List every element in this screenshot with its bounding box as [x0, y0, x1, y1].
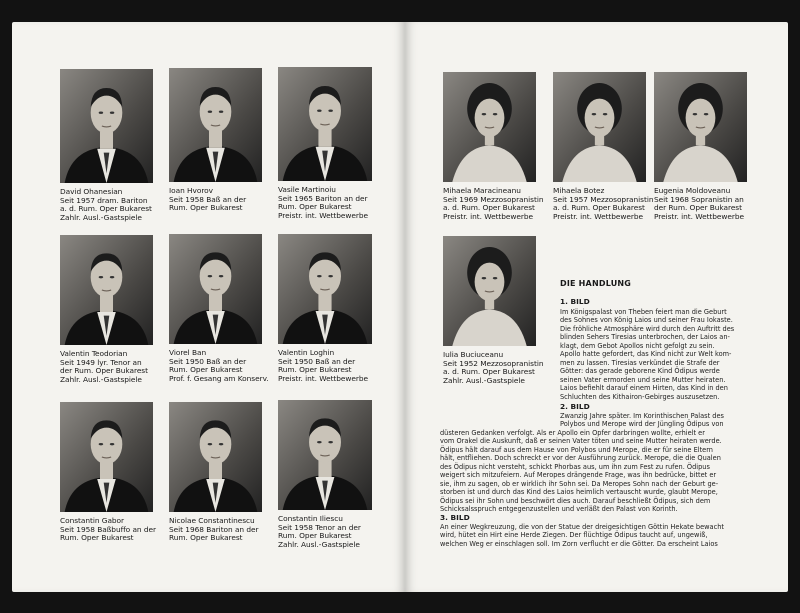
- singer-caption: [278, 186, 368, 220]
- singer-photo: [443, 72, 536, 182]
- singer-bio-line: Rum. Oper Bukarest: [169, 365, 243, 375]
- singer-photo: [169, 68, 262, 182]
- scene-1-text: [560, 308, 734, 401]
- synopsis-line: storben ist und durch das Kind des Laios heimlich vertauscht wurde, glaubt Merope,: [440, 488, 718, 497]
- singer-name: Constantin Gabor: [60, 516, 125, 525]
- singer-bio-line: Preistr. int. Wettbewerbe: [553, 211, 644, 221]
- synopsis-line: welchen Weg er einschlagen soll. Im Zorn verflucht er die Götter. Da erscheint Laios: [440, 539, 718, 548]
- singer-photo: [169, 234, 262, 344]
- synopsis-line: Götter: das gerade geborene Kind Ödipus werde: [560, 367, 720, 376]
- singer-bio-line: Seit 1958 Baßbuffo an der: [60, 524, 156, 534]
- synopsis-line: blinden Sehers Tiresias unterbrochen, der Laios an-: [560, 333, 730, 342]
- singer-name: Mihaela Botez: [553, 186, 605, 195]
- synopsis-line: des Sohnes von König Laios und seiner Frau Iokaste.: [560, 316, 733, 325]
- singer-caption: [169, 187, 246, 213]
- singer-caption: [60, 350, 148, 384]
- singer-bio-line: Seit 1958 Tenor an der: [278, 522, 361, 532]
- singer-name: Iulia Buciuceanu: [443, 350, 504, 359]
- scene-3-text: [440, 523, 724, 548]
- synopsis-line: Schicksalsspruch entgegenzustellen und verläßt den Palast von Korinth.: [440, 505, 678, 514]
- synopsis-line: Ödipus hält darauf aus dem Hause von Polybos und Merope, die er für seine Eltern: [440, 445, 713, 454]
- singer-caption: [443, 351, 543, 385]
- scene-2-text-narrow: [560, 412, 724, 429]
- singer-name: Vasile Martinoiu: [278, 185, 336, 194]
- singer-photo: [169, 402, 262, 512]
- singer-caption: [278, 349, 368, 383]
- singer-caption: [443, 187, 543, 221]
- singer-bio-line: Rum. Oper Bukarest: [60, 533, 134, 543]
- synopsis-line: hält, entfliehen. Doch schreckt er vor der Ausführung zurück. Merope, die die Qualen: [440, 454, 721, 463]
- synopsis-line: weigert sich mitzufeiern. Auf Meropes drängende Frage, was ihn bedrücke, bittet er: [440, 471, 717, 480]
- synopsis-line: klagt, dem Gebot Apollos nicht gefolgt zu sein.: [560, 341, 715, 350]
- singer-bio-line: Rum. Oper Bukarest: [278, 531, 352, 541]
- synopsis-line: Schluchten des Kithairon-Gebirges auszusetzen.: [560, 392, 720, 401]
- singer-name: David Ohanesian: [60, 187, 123, 196]
- singer-name: Nicolae Constantinescu: [169, 516, 255, 525]
- scene-1-title: 1. BILD: [560, 297, 590, 306]
- singer-bio-line: Zahlr. Ausl.-Gastspiele: [278, 539, 360, 549]
- scene-2-text-wide: [440, 429, 722, 514]
- singer-bio-line: Zahlr. Ausl.-Gastspiele: [60, 212, 142, 222]
- singer-bio-line: Seit 1950 Baß an der: [278, 356, 356, 366]
- singer-bio-line: Zahlr. Ausl.-Gastspiele: [443, 375, 525, 385]
- singer-bio-line: Seit 1969 Mezzosopranistin: [443, 194, 544, 204]
- singer-photo: [278, 400, 372, 510]
- synopsis-line: Die fröhliche Atmosphäre wird durch den Auftritt des: [560, 324, 735, 333]
- synopsis-line: Zwanzig Jahre später. Im Korinthischen Palast des: [560, 412, 724, 420]
- synopsis-line: vom Orakel die Auskunft, daß er seinen Vater töten und seine Mutter heiraten werde.: [440, 437, 722, 446]
- singer-bio-line: a. d. Rum. Oper Bukarest: [60, 204, 152, 214]
- singer-caption: [553, 187, 653, 221]
- singer-bio-line: Seit 1965 Bariton an der: [278, 193, 368, 203]
- singer-bio-line: der Rum. Oper Bukarest: [654, 203, 742, 213]
- singer-bio-line: Prof. f. Gesang am Konserv.: [169, 373, 269, 383]
- singer-bio-line: a. d. Rum. Oper Bukarest: [443, 203, 535, 213]
- synopsis-line: Apollo hatte gefordert, das Kind nicht zur Welt kom-: [560, 350, 732, 359]
- synopsis-line: düsteren Gedanken verfolgt. Als er Apollo ein Opfer darbringen wollte, erhielt er: [440, 429, 705, 437]
- synopsis-line: sie, ihm zu sagen, ob er wirklich ihr Sohn sei. Da Meropes Sohn nach der Geburt ge-: [440, 479, 719, 488]
- synopsis-line: wird, hütet ein Hirt eine Herde Ziegen. Der flüchtige Ödipus taucht auf, ungewiß,: [440, 531, 708, 540]
- singer-caption: [60, 517, 156, 543]
- singer-bio-line: Preistr. int. Wettbewerbe: [654, 211, 745, 221]
- synopsis-line: men zu lassen. Tiresias verkündet die Strafe der: [560, 358, 720, 367]
- singer-photo: [60, 235, 153, 345]
- singer-caption: [654, 187, 744, 221]
- singer-bio-line: Seit 1957 Mezzosopranistin: [553, 194, 654, 204]
- synopsis-line: des Ödipus nicht versteht, schickt Phorbas aus, um ihn zum Fest zu rufen. Ödipus: [440, 462, 710, 471]
- singer-bio-line: Seit 1949 lyr. Tenor an: [60, 357, 142, 367]
- singer-bio-line: der Rum. Oper Bukarest: [60, 366, 148, 376]
- singer-bio-line: a. d. Rum. Oper Bukarest: [443, 367, 535, 377]
- singer-bio-line: Seit 1950 Baß an der: [169, 356, 247, 366]
- singer-bio-line: Preistr. int. Wettbewerbe: [278, 373, 369, 383]
- singer-bio-line: Seit 1968 Sopranistin an: [654, 194, 744, 204]
- synopsis-line: An einer Wegkreuzung, die von der Statue der dreigesichtigen Göttin Hekate bewacht: [440, 523, 724, 531]
- singer-bio-line: Rum. Oper Bukarest: [278, 202, 352, 212]
- singer-bio-line: Seit 1952 Mezzosopranistin: [443, 358, 544, 368]
- singer-caption: [278, 515, 361, 549]
- singer-photo: [60, 69, 153, 183]
- singer-caption: [60, 188, 152, 222]
- synopsis-line: seinen Vater ermorden und seine Mutter heiraten.: [560, 375, 726, 384]
- singer-caption: [169, 349, 269, 383]
- singer-photo: [654, 72, 747, 182]
- singer-bio-line: Seit 1957 dram. Bariton: [60, 195, 148, 205]
- scene-3-title: 3. BILD: [440, 513, 470, 522]
- singer-bio-line: Zahlr. Ausl.-Gastspiele: [60, 374, 142, 384]
- singer-name: Mihaela Maracineanu: [443, 186, 521, 195]
- singer-bio-line: a. d. Rum. Oper Bukarest: [553, 203, 645, 213]
- synopsis-line: Im Königspalast von Theben feiert man die Geburt: [560, 308, 727, 316]
- singer-bio-line: Preistr. int. Wettbewerbe: [278, 210, 369, 220]
- singer-bio-line: Seit 1968 Bariton an der: [169, 524, 259, 534]
- singer-name: Ioan Hvorov: [169, 186, 213, 195]
- singer-name: Eugenia Moldoveanu: [654, 186, 731, 195]
- singer-bio-line: Seit 1958 Baß an der: [169, 194, 247, 204]
- singer-caption: [169, 517, 258, 543]
- singer-bio-line: Rum. Oper Bukarest: [169, 533, 243, 543]
- synopsis-line: Polybos und Merope wird der Jüngling Ödipus von: [560, 420, 724, 429]
- singer-bio-line: Rum. Oper Bukarest: [278, 365, 352, 375]
- singer-bio-line: Preistr. int. Wettbewerbe: [443, 211, 534, 221]
- scene-2-title: 2. BILD: [560, 402, 590, 411]
- singer-photo: [443, 236, 536, 346]
- synopsis-line: Ödipus sei ihr Sohn und beschwört dies auch. Darauf beschließt Ödipus, sich dem: [440, 496, 711, 505]
- singer-photo: [278, 234, 372, 344]
- singer-name: Viorel Ban: [169, 348, 207, 357]
- singer-bio-line: Rum. Oper Bukarest: [169, 203, 243, 213]
- singer-name: Constantin Iliescu: [278, 514, 343, 523]
- singer-photo: [60, 402, 153, 512]
- singer-name: Valentin Loghin: [278, 348, 335, 357]
- synopsis-title: DIE HANDLUNG: [560, 279, 632, 288]
- synopsis-line: Laios befiehlt darauf einem Hirten, das Kind in den: [560, 384, 728, 393]
- singer-name: Valentin Teodorian: [60, 349, 128, 358]
- singer-photo: [278, 67, 372, 181]
- singer-photo: [553, 72, 646, 182]
